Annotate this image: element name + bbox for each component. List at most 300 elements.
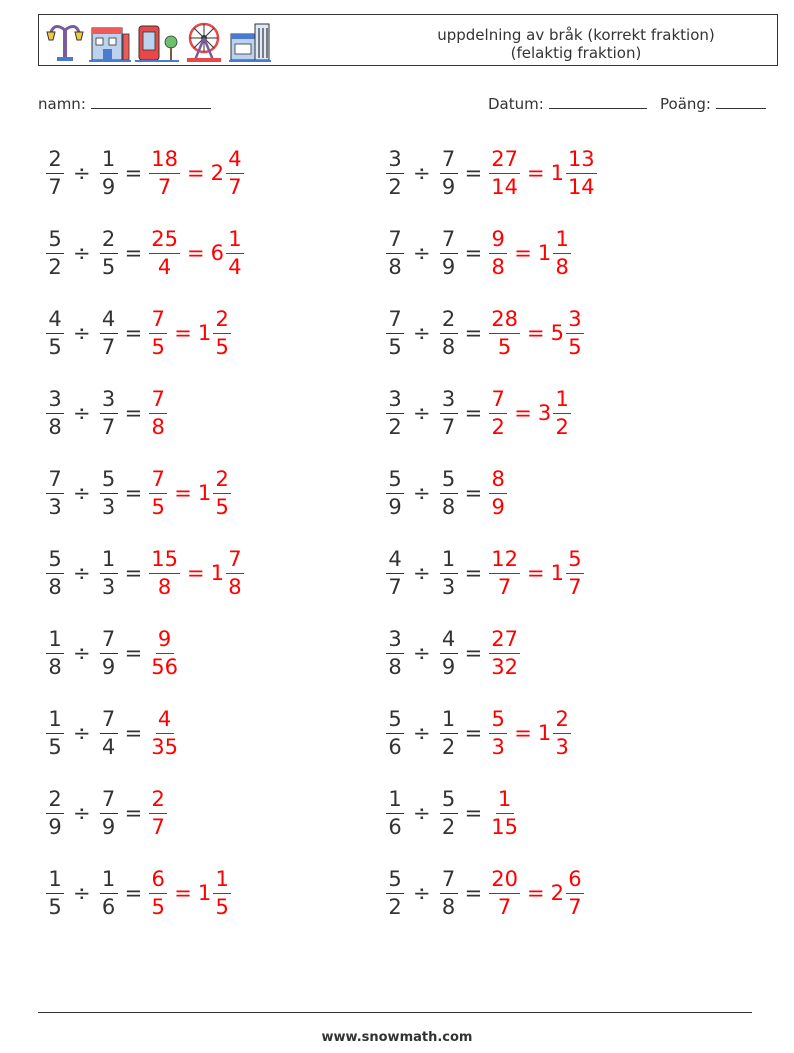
problem-item [385, 223, 572, 283]
answer-fraction [489, 786, 520, 839]
mixed-fraction [226, 146, 244, 199]
dividend-fraction [46, 386, 64, 439]
name-blank[interactable] [91, 94, 211, 109]
answer-fraction-denominator: 7 [497, 574, 512, 599]
answer-equals-sign: = [526, 161, 545, 185]
divide-sign: ÷ [73, 241, 91, 265]
answer-fraction [489, 386, 507, 439]
equals-sign: = [124, 481, 143, 505]
problem-item [385, 703, 572, 763]
dividend-fraction-numerator: 3 [386, 149, 404, 174]
mixed-whole-number: 3 [537, 401, 552, 425]
mixed-fraction-numerator: 3 [566, 309, 584, 334]
dividend-fraction-denominator: 9 [388, 494, 402, 519]
divisor-fraction-numerator: 3 [440, 389, 458, 414]
answer-fraction [149, 626, 180, 679]
divisor-fraction [100, 146, 118, 199]
divisor-fraction [440, 546, 458, 599]
name-label: namn: [38, 95, 86, 113]
divisor-fraction-numerator: 7 [100, 789, 118, 814]
answer-equals-sign: = [526, 561, 545, 585]
answer-fraction-denominator: 8 [491, 254, 505, 279]
problem-item [45, 303, 232, 363]
dividend-fraction [46, 146, 64, 199]
answer-fraction-numerator: 1 [496, 789, 514, 814]
divisor-fraction [440, 626, 458, 679]
answer-fraction-numerator: 7 [489, 389, 507, 414]
mixed-whole-number: 1 [550, 161, 564, 185]
worksheet-title [379, 26, 773, 62]
divisor-fraction [440, 306, 458, 359]
dividend-fraction-numerator: 5 [46, 549, 64, 574]
answer-fraction-numerator: 2 [149, 789, 167, 814]
dividend-fraction [386, 146, 404, 199]
dividend-fraction [386, 306, 404, 359]
answer-fraction-denominator: 35 [151, 734, 178, 759]
date-field[interactable] [488, 94, 647, 113]
divisor-fraction-numerator: 5 [440, 789, 458, 814]
divisor-fraction-numerator: 5 [100, 469, 118, 494]
answer-fraction [489, 306, 520, 359]
equals-sign: = [124, 161, 143, 185]
answer-fraction [149, 306, 167, 359]
dividend-fraction-numerator: 2 [46, 149, 64, 174]
mixed-fraction [566, 866, 584, 919]
equals-sign: = [124, 321, 143, 345]
dividend-fraction [386, 386, 404, 439]
mixed-fraction-numerator: 13 [566, 149, 597, 174]
answer-fraction [489, 866, 520, 919]
dividend-fraction [386, 786, 404, 839]
mixed-fraction [566, 306, 584, 359]
problem-item [45, 783, 168, 843]
divisor-fraction [100, 386, 118, 439]
dividend-fraction-denominator: 8 [388, 254, 402, 279]
score-label: Poäng: [660, 95, 711, 113]
dividend-fraction-numerator: 5 [46, 229, 64, 254]
divisor-fraction-denominator: 5 [101, 254, 116, 279]
divisor-fraction-numerator: 1 [100, 869, 118, 894]
mixed-whole-number: 1 [550, 561, 564, 585]
divisor-fraction-numerator: 1 [440, 709, 458, 734]
mixed-whole-number: 6 [210, 241, 224, 265]
divisor-fraction [100, 786, 118, 839]
equals-sign: = [464, 241, 483, 265]
answer-fraction [149, 226, 180, 279]
mixed-whole-number: 1 [210, 561, 224, 585]
mixed-whole-number: 5 [550, 321, 564, 345]
mixed-fraction-denominator: 7 [568, 574, 582, 599]
mixed-fraction [566, 146, 597, 199]
dividend-fraction-denominator: 3 [48, 494, 62, 519]
divisor-fraction-numerator: 2 [100, 229, 118, 254]
mixed-fraction-numerator: 1 [553, 389, 571, 414]
dividend-fraction [386, 546, 404, 599]
dividend-fraction-numerator: 3 [386, 389, 404, 414]
mixed-fraction-numerator: 6 [566, 869, 584, 894]
mixed-fraction-numerator: 1 [553, 229, 571, 254]
problem-item [45, 623, 181, 683]
mixed-whole-number: 1 [197, 481, 212, 505]
dividend-fraction-denominator: 5 [388, 334, 402, 359]
problem-item [385, 143, 598, 203]
answer-fraction [489, 466, 507, 519]
title-line-2: (felaktig fraktion) [510, 44, 642, 62]
dividend-fraction [46, 626, 64, 679]
problem-item [45, 463, 232, 523]
answer-fraction [149, 866, 167, 919]
mixed-fraction [553, 226, 571, 279]
answer-fraction-numerator: 8 [489, 469, 507, 494]
answer-fraction-denominator: 5 [151, 494, 165, 519]
answer-fraction-denominator: 3 [491, 734, 505, 759]
answer-fraction-numerator: 28 [489, 309, 520, 334]
dividend-fraction-denominator: 8 [388, 654, 402, 679]
divide-sign: ÷ [413, 161, 431, 185]
answer-fraction-numerator: 9 [489, 229, 507, 254]
divisor-fraction-numerator: 7 [440, 149, 458, 174]
divisor-fraction-denominator: 9 [441, 174, 456, 199]
answer-equals-sign: = [526, 881, 545, 905]
divide-sign: ÷ [73, 401, 91, 425]
dividend-fraction [46, 306, 64, 359]
dividend-fraction-numerator: 5 [386, 469, 404, 494]
answer-fraction [489, 146, 520, 199]
answer-fraction-denominator: 5 [497, 334, 512, 359]
answer-equals-sign: = [526, 321, 545, 345]
date-blank[interactable] [549, 94, 647, 109]
footer-divider [38, 1012, 752, 1013]
answer-fraction-denominator: 5 [151, 894, 165, 919]
dividend-fraction-numerator: 1 [46, 629, 64, 654]
divisor-fraction-numerator: 5 [440, 469, 458, 494]
divisor-fraction [100, 706, 118, 759]
answer-fraction-denominator: 7 [157, 174, 172, 199]
mixed-fraction-denominator: 4 [228, 254, 242, 279]
divisor-fraction [440, 146, 458, 199]
dividend-fraction-denominator: 8 [48, 414, 62, 439]
divisor-fraction-denominator: 7 [101, 414, 116, 439]
answer-fraction [149, 786, 167, 839]
mixed-fraction-numerator: 2 [213, 309, 231, 334]
dividend-fraction [46, 866, 64, 919]
dividend-fraction [46, 226, 64, 279]
divide-sign: ÷ [73, 881, 91, 905]
office-building-icon [229, 20, 271, 62]
divisor-fraction-numerator: 7 [100, 629, 118, 654]
divide-sign: ÷ [73, 641, 91, 665]
divisor-fraction [440, 786, 458, 839]
dividend-fraction-denominator: 7 [388, 574, 402, 599]
score-field[interactable] [660, 94, 766, 113]
dividend-fraction-numerator: 7 [386, 229, 404, 254]
answer-fraction [149, 706, 180, 759]
equals-sign: = [464, 481, 483, 505]
mixed-fraction [213, 306, 231, 359]
divisor-fraction-denominator: 9 [441, 654, 456, 679]
answer-fraction-denominator: 15 [491, 814, 518, 839]
equals-sign: = [124, 721, 143, 745]
answer-fraction-numerator: 27 [489, 149, 520, 174]
dividend-fraction-denominator: 6 [388, 734, 402, 759]
shop-building-icon [89, 20, 131, 62]
problem-item [45, 863, 232, 923]
dividend-fraction-numerator: 3 [46, 389, 64, 414]
dividend-fraction-numerator: 4 [46, 309, 64, 334]
mixed-fraction-denominator: 5 [215, 334, 229, 359]
dividend-fraction [386, 226, 404, 279]
equals-sign: = [464, 561, 483, 585]
divisor-fraction [100, 226, 118, 279]
mixed-fraction [553, 386, 571, 439]
divide-sign: ÷ [73, 721, 91, 745]
mixed-fraction-denominator: 5 [568, 334, 582, 359]
dividend-fraction-denominator: 2 [388, 414, 402, 439]
divide-sign: ÷ [413, 241, 431, 265]
mixed-fraction [226, 546, 244, 599]
dividend-fraction-denominator: 2 [388, 894, 402, 919]
dividend-fraction-numerator: 3 [386, 629, 404, 654]
divide-sign: ÷ [73, 561, 91, 585]
divide-sign: ÷ [413, 561, 431, 585]
problem-item [385, 303, 585, 363]
answer-fraction-denominator: 8 [151, 414, 165, 439]
dividend-fraction [46, 706, 64, 759]
dividend-fraction [46, 786, 64, 839]
divisor-fraction-denominator: 4 [101, 734, 116, 759]
answer-equals-sign: = [174, 321, 192, 345]
dividend-fraction-denominator: 8 [48, 654, 62, 679]
answer-fraction [149, 146, 180, 199]
divide-sign: ÷ [413, 481, 431, 505]
answer-fraction [489, 626, 520, 679]
dividend-fraction-denominator: 2 [388, 174, 402, 199]
answer-fraction-numerator: 20 [489, 869, 520, 894]
dividend-fraction-numerator: 1 [46, 869, 64, 894]
dividend-fraction-numerator: 7 [386, 309, 404, 334]
answer-fraction [149, 386, 167, 439]
divisor-fraction [440, 706, 458, 759]
mixed-fraction-numerator: 2 [553, 709, 571, 734]
divisor-fraction-denominator: 9 [441, 254, 456, 279]
divisor-fraction-numerator: 7 [440, 229, 458, 254]
dividend-fraction-numerator: 5 [386, 709, 404, 734]
mixed-whole-number: 1 [537, 241, 552, 265]
answer-fraction-denominator: 56 [151, 654, 178, 679]
divisor-fraction-numerator: 1 [440, 549, 458, 574]
mixed-fraction-numerator: 1 [213, 869, 231, 894]
answer-equals-sign: = [514, 241, 532, 265]
title-line-1: uppdelning av bråk (korrekt fraktion) [437, 26, 715, 44]
answer-fraction-numerator: 7 [149, 469, 167, 494]
problem-item [385, 463, 508, 523]
divisor-fraction [440, 866, 458, 919]
divisor-fraction [440, 226, 458, 279]
dividend-fraction-numerator: 5 [386, 869, 404, 894]
answer-fraction-numerator: 12 [489, 549, 520, 574]
equals-sign: = [464, 881, 483, 905]
divisor-fraction-denominator: 9 [101, 814, 116, 839]
equals-sign: = [124, 881, 143, 905]
mixed-fraction-denominator: 7 [228, 174, 242, 199]
equals-sign: = [464, 801, 483, 825]
telephone-booth-icon [135, 20, 179, 62]
mixed-fraction [566, 546, 584, 599]
answer-fraction-denominator: 7 [497, 894, 512, 919]
divide-sign: ÷ [413, 881, 431, 905]
mixed-fraction-denominator: 2 [555, 414, 569, 439]
answer-fraction-denominator: 32 [491, 654, 518, 679]
dividend-fraction-denominator: 5 [48, 734, 62, 759]
problem-item [385, 783, 521, 843]
dividend-fraction-denominator: 9 [48, 814, 62, 839]
problem-item [45, 703, 181, 763]
header-icons [45, 20, 271, 62]
answer-fraction-numerator: 18 [149, 149, 180, 174]
divide-sign: ÷ [413, 641, 431, 665]
dividend-fraction [46, 546, 64, 599]
answer-equals-sign: = [514, 721, 532, 745]
divisor-fraction-denominator: 9 [101, 174, 116, 199]
score-blank[interactable] [716, 94, 766, 109]
divisor-fraction [440, 466, 458, 519]
divisor-fraction-denominator: 8 [441, 494, 456, 519]
equals-sign: = [464, 721, 483, 745]
mixed-fraction-numerator: 1 [226, 229, 244, 254]
divisor-fraction-numerator: 1 [100, 549, 118, 574]
divide-sign: ÷ [73, 161, 91, 185]
equals-sign: = [124, 641, 143, 665]
answer-fraction-numerator: 6 [149, 869, 167, 894]
dividend-fraction [386, 706, 404, 759]
divisor-fraction-numerator: 2 [440, 309, 458, 334]
answer-fraction-numerator: 15 [149, 549, 180, 574]
problem-item [385, 543, 585, 603]
answer-fraction-numerator: 25 [149, 229, 180, 254]
mixed-fraction [213, 866, 231, 919]
answer-equals-sign: = [186, 241, 205, 265]
divisor-fraction-numerator: 3 [100, 389, 118, 414]
divisor-fraction [100, 546, 118, 599]
divisor-fraction [100, 866, 118, 919]
dividend-fraction-denominator: 5 [48, 334, 62, 359]
divisor-fraction [100, 306, 118, 359]
divisor-fraction-numerator: 4 [100, 309, 118, 334]
date-label: Datum: [488, 95, 544, 113]
divisor-fraction [100, 626, 118, 679]
dividend-fraction [386, 866, 404, 919]
mixed-fraction-denominator: 5 [215, 494, 229, 519]
answer-equals-sign: = [186, 161, 205, 185]
divide-sign: ÷ [73, 321, 91, 345]
equals-sign: = [124, 561, 143, 585]
divide-sign: ÷ [73, 801, 91, 825]
mixed-whole-number: 2 [550, 881, 564, 905]
worksheet-header [38, 14, 778, 66]
dividend-fraction-denominator: 7 [48, 174, 62, 199]
mixed-fraction-numerator: 4 [226, 149, 244, 174]
answer-fraction-numerator: 4 [156, 709, 174, 734]
mixed-whole-number: 1 [537, 721, 552, 745]
divisor-fraction-denominator: 6 [101, 894, 116, 919]
answer-fraction [489, 706, 507, 759]
divisor-fraction-numerator: 7 [440, 869, 458, 894]
divide-sign: ÷ [413, 321, 431, 345]
dividend-fraction [386, 466, 404, 519]
divisor-fraction-numerator: 4 [440, 629, 458, 654]
dividend-fraction-denominator: 8 [48, 574, 62, 599]
problem-item [45, 223, 245, 283]
answer-fraction-denominator: 7 [151, 814, 165, 839]
answer-fraction-denominator: 8 [157, 574, 172, 599]
dividend-fraction-numerator: 4 [386, 549, 404, 574]
divisor-fraction-denominator: 8 [441, 334, 456, 359]
problem-item [385, 623, 521, 683]
footer-website: www.snowmath.com [321, 1030, 473, 1045]
equals-sign: = [124, 241, 143, 265]
divisor-fraction-denominator: 3 [441, 574, 456, 599]
ferris-wheel-icon [183, 20, 225, 62]
mixed-fraction-numerator: 2 [213, 469, 231, 494]
mixed-fraction-denominator: 8 [228, 574, 242, 599]
divisor-fraction-denominator: 3 [101, 574, 116, 599]
answer-fraction-numerator: 7 [149, 309, 167, 334]
equals-sign: = [464, 161, 483, 185]
equals-sign: = [464, 401, 483, 425]
dividend-fraction-numerator: 1 [46, 709, 64, 734]
divisor-fraction-denominator: 2 [441, 814, 456, 839]
divide-sign: ÷ [73, 481, 91, 505]
dividend-fraction-denominator: 5 [48, 894, 62, 919]
answer-fraction-denominator: 5 [151, 334, 165, 359]
answer-fraction-denominator: 2 [491, 414, 505, 439]
mixed-whole-number: 1 [197, 881, 212, 905]
equals-sign: = [464, 321, 483, 345]
mixed-whole-number: 2 [210, 161, 224, 185]
dividend-fraction-numerator: 2 [46, 789, 64, 814]
dividend-fraction-numerator: 7 [46, 469, 64, 494]
divisor-fraction-denominator: 3 [101, 494, 116, 519]
divisor-fraction-denominator: 9 [101, 654, 116, 679]
divisor-fraction-denominator: 8 [441, 894, 456, 919]
problem-item [45, 143, 245, 203]
answer-fraction-denominator: 9 [491, 494, 505, 519]
street-lamp-icon [45, 20, 85, 62]
answer-fraction-numerator: 9 [156, 629, 174, 654]
answer-fraction-denominator: 14 [491, 174, 518, 199]
answer-equals-sign: = [186, 561, 205, 585]
answer-equals-sign: = [174, 481, 192, 505]
mixed-fraction [213, 466, 231, 519]
answer-fraction-numerator: 27 [489, 629, 520, 654]
answer-fraction-numerator: 5 [489, 709, 507, 734]
equals-sign: = [124, 801, 143, 825]
problem-item [385, 863, 585, 923]
dividend-fraction-denominator: 2 [48, 254, 62, 279]
name-field[interactable] [38, 94, 211, 113]
dividend-fraction [46, 466, 64, 519]
mixed-fraction-denominator: 3 [555, 734, 569, 759]
equals-sign: = [124, 401, 143, 425]
divisor-fraction-denominator: 7 [441, 414, 456, 439]
equals-sign: = [464, 641, 483, 665]
divisor-fraction-denominator: 2 [441, 734, 456, 759]
divide-sign: ÷ [413, 401, 431, 425]
problem-item [385, 383, 572, 443]
answer-fraction [149, 546, 180, 599]
answer-fraction-denominator: 4 [157, 254, 172, 279]
divisor-fraction [100, 466, 118, 519]
